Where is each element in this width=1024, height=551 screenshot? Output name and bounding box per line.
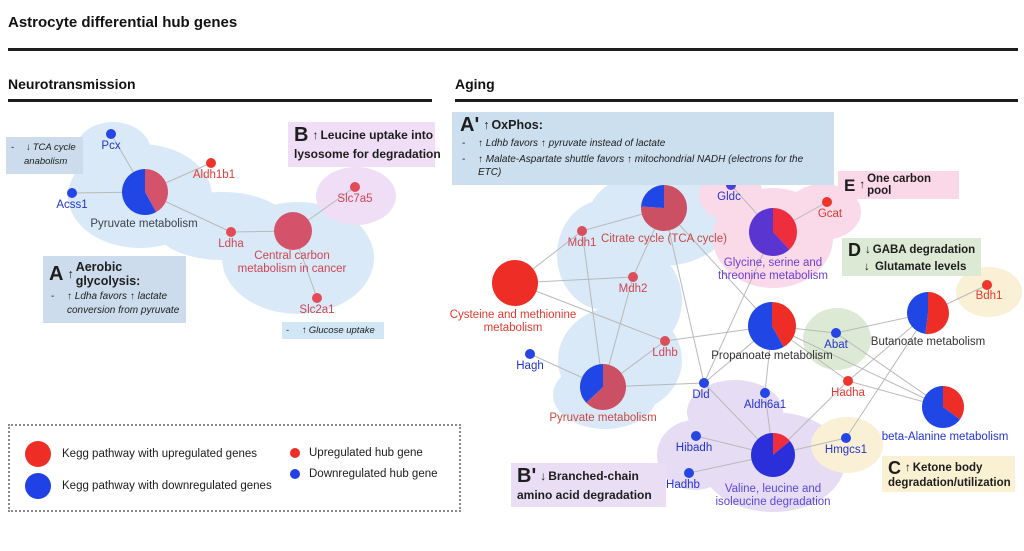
gene-node-hmgcs1 (841, 433, 851, 443)
label-prop: Propanoate metabolism (711, 350, 833, 362)
gene-node-pcx (106, 129, 116, 139)
label-gldc: Gldc (717, 191, 741, 203)
gene-node-abat (831, 328, 841, 338)
label-hibadh: Hibadh (675, 442, 713, 454)
label-slc7a5: Slc7a5 (337, 193, 373, 205)
legend-item-gene-downregulated (290, 468, 438, 480)
annotation-tca-anabolism (6, 137, 83, 174)
label-hadha: Hadha (831, 387, 865, 399)
annotation-line2 (862, 261, 975, 273)
annotation-a-aerobic-glycolysis (43, 256, 186, 323)
annotation-title-text: OxPhos: (491, 118, 543, 132)
up-arrow-icon: ↑ (905, 462, 911, 474)
annotation-title (848, 241, 975, 259)
annotation-c-ketone-body (882, 456, 1015, 492)
legend-label: Kegg pathway with downregulated genes (62, 480, 272, 492)
bullet-dash: - (462, 153, 466, 165)
gene-node-hadhb (684, 468, 694, 478)
pathway-node-cys (492, 260, 538, 306)
label-aldh6a1: Aldh6a1 (743, 399, 787, 411)
gene-node-slc2a1 (312, 293, 322, 303)
label-hagh: Hagh (516, 360, 544, 372)
label-cys: Cysteine and methionine metabolism (449, 309, 577, 334)
gene-node-dld (699, 378, 709, 388)
annotation-title (517, 466, 660, 486)
label-hmgcs1: Hmgcs1 (824, 444, 868, 456)
pathway-upregulated-circle-icon (25, 441, 51, 467)
down-arrow-icon: ↓ (864, 261, 870, 273)
label-mdh1: Mdh1 (567, 237, 597, 249)
section-title-neurotransmission: Neurotransmission (8, 76, 136, 92)
label-mdh2: Mdh2 (618, 283, 648, 295)
panel-letter: A' (460, 114, 480, 136)
gene-downregulated-dot-icon (290, 469, 300, 479)
label-ldha: Ldha (218, 238, 244, 250)
label-but: Butanoate metabolism (870, 336, 986, 348)
annotation-title-text: GABA degradation (872, 244, 976, 256)
legend-item-pathway-upregulated (25, 441, 257, 467)
down-arrow-icon: ↓ (540, 469, 547, 483)
label-abat: Abat (824, 339, 848, 351)
annotation-title-text: One carbon pool (867, 173, 931, 197)
bullet-text: ↑ Ldhb favors ↑ pyruvate instead of lactate (478, 138, 666, 149)
legend-label: Upregulated hub gene (309, 447, 423, 459)
up-arrow-icon: ↑ (312, 128, 319, 142)
annotation-bullet (460, 153, 826, 180)
label-beta: beta-Alanine metabolism (881, 431, 1009, 443)
annotation-glucose-uptake (282, 322, 384, 339)
annotation-bullet (49, 290, 180, 317)
pathway-node-ccc (274, 212, 312, 250)
annotation-line2-text: Glutamate levels (874, 261, 967, 273)
section-title-aging: Aging (455, 76, 495, 92)
panel-letter: B (294, 124, 309, 146)
annotation-title-text: Leucine uptake into (320, 128, 434, 142)
annotation-title (888, 459, 1009, 477)
panel-letter: E (844, 175, 856, 195)
pathway-node-tca (641, 185, 687, 231)
gene-node-bdh1 (982, 280, 992, 290)
gene-node-mdh2 (628, 272, 638, 282)
down-arrow-icon: ↓ (26, 142, 31, 153)
label-gcat: Gcat (817, 208, 843, 220)
pathway-node-but (907, 292, 949, 334)
legend-item-gene-upregulated (290, 447, 423, 459)
legend-label: Kegg pathway with upregulated genes (62, 448, 258, 460)
label-pyr1: Pyruvate metabolism (90, 218, 198, 230)
label-pyr2: Pyruvate metabolism (549, 412, 657, 424)
panel-letter: A (49, 263, 64, 285)
annotation-a-prime-oxphos (452, 112, 834, 185)
annotation-title-text: Aerobic glycolysis: (75, 260, 141, 288)
down-arrow-icon: ↓ (865, 244, 871, 256)
label-pcx: Pcx (101, 140, 121, 152)
panel-letter: B' (517, 465, 537, 487)
gene-node-aldh6a1 (760, 388, 770, 398)
label-ldhb: Ldhb (652, 347, 678, 359)
pathway-node-beta (922, 386, 964, 428)
gene-node-ldhb (660, 336, 670, 346)
pathway-node-gly (749, 208, 797, 256)
pathway-node-pyr1 (122, 169, 168, 215)
annotation-bullet (460, 137, 826, 151)
pathway-downregulated-circle-icon (25, 473, 51, 499)
figure-title: Astrocyte differential hub genes (8, 14, 238, 31)
annotation-b-leucine-uptake (288, 122, 441, 167)
label-dld: Dld (692, 389, 710, 401)
bullet-dash: - (462, 138, 466, 149)
legend-item-pathway-downregulated (25, 473, 272, 499)
label-tca: Citrate cycle (TCA cycle) (601, 233, 727, 245)
annotation-title (49, 260, 180, 288)
gene-node-ldha (226, 227, 236, 237)
annotation-title (460, 115, 826, 135)
gene-node-gcat (822, 197, 832, 207)
panel-letter: C (888, 458, 901, 478)
annotation-line2: amino acid degradation (517, 488, 652, 502)
pathway-node-val (751, 433, 795, 477)
gene-node-mdh1 (577, 226, 587, 236)
gene-node-hagh (525, 349, 535, 359)
up-arrow-icon: ↑ (302, 325, 307, 336)
bullet-dash: - (286, 325, 290, 336)
label-bdh1: Bdh1 (975, 290, 1003, 302)
up-arrow-icon: ↑ (67, 267, 74, 281)
bullet-text: ↑ Ldha favors ↑ lactate conversion from pyruvate (67, 291, 180, 316)
label-val: Valine, leucine and isoleucine degradation (715, 483, 831, 508)
label-ccc: Central carbon metabolism in cancer (237, 250, 347, 275)
annotation-title (294, 124, 434, 146)
annotation-text: ↑ Glucose uptake (302, 325, 375, 336)
gene-upregulated-dot-icon (290, 448, 300, 458)
pathway-node-prop (748, 302, 796, 350)
gene-node-hadha (843, 376, 853, 386)
bullet-dash: - (51, 291, 55, 302)
gene-node-slc7a5 (350, 182, 360, 192)
label-hadhb: Hadhb (666, 479, 700, 491)
annotation-title-text: Branched-chain (548, 469, 639, 483)
gene-node-acss1 (67, 188, 77, 198)
label-aldh1b1: Aldh1b1 (192, 169, 236, 181)
gene-node-hibadh (691, 431, 701, 441)
annotation-d-gaba-degradation (842, 238, 981, 276)
annotation-e-one-carbon-pool (838, 171, 959, 199)
annotation-text: ↓ TCA cycle anabolism (24, 142, 76, 168)
legend-box (8, 424, 461, 512)
label-slc2a1: Slc2a1 (299, 304, 335, 316)
bullet-text: ↑ Malate-Aspartate shuttle favors ↑ mitochondrial NADH (electrons for the ETC) (478, 153, 804, 178)
annotation-title-text: Ketone body (912, 462, 983, 474)
gene-node-aldh1b1 (206, 158, 216, 168)
legend-label: Downregulated hub gene (309, 468, 438, 480)
label-acss1: Acss1 (56, 199, 88, 211)
up-arrow-icon: ↑ (483, 118, 490, 132)
panel-letter: D (848, 240, 861, 260)
up-arrow-icon: ↑ (859, 179, 866, 191)
label-gly: Glycine, serine and threonine metabolism (718, 257, 828, 282)
pathway-node-pyr2 (580, 364, 626, 410)
annotation-b-prime-bcaa (511, 463, 666, 507)
annotation-line2: lysosome for degradation (294, 147, 441, 161)
annotation-line2: degradation/utilization (888, 477, 1011, 489)
bullet-dash: - (11, 142, 15, 153)
